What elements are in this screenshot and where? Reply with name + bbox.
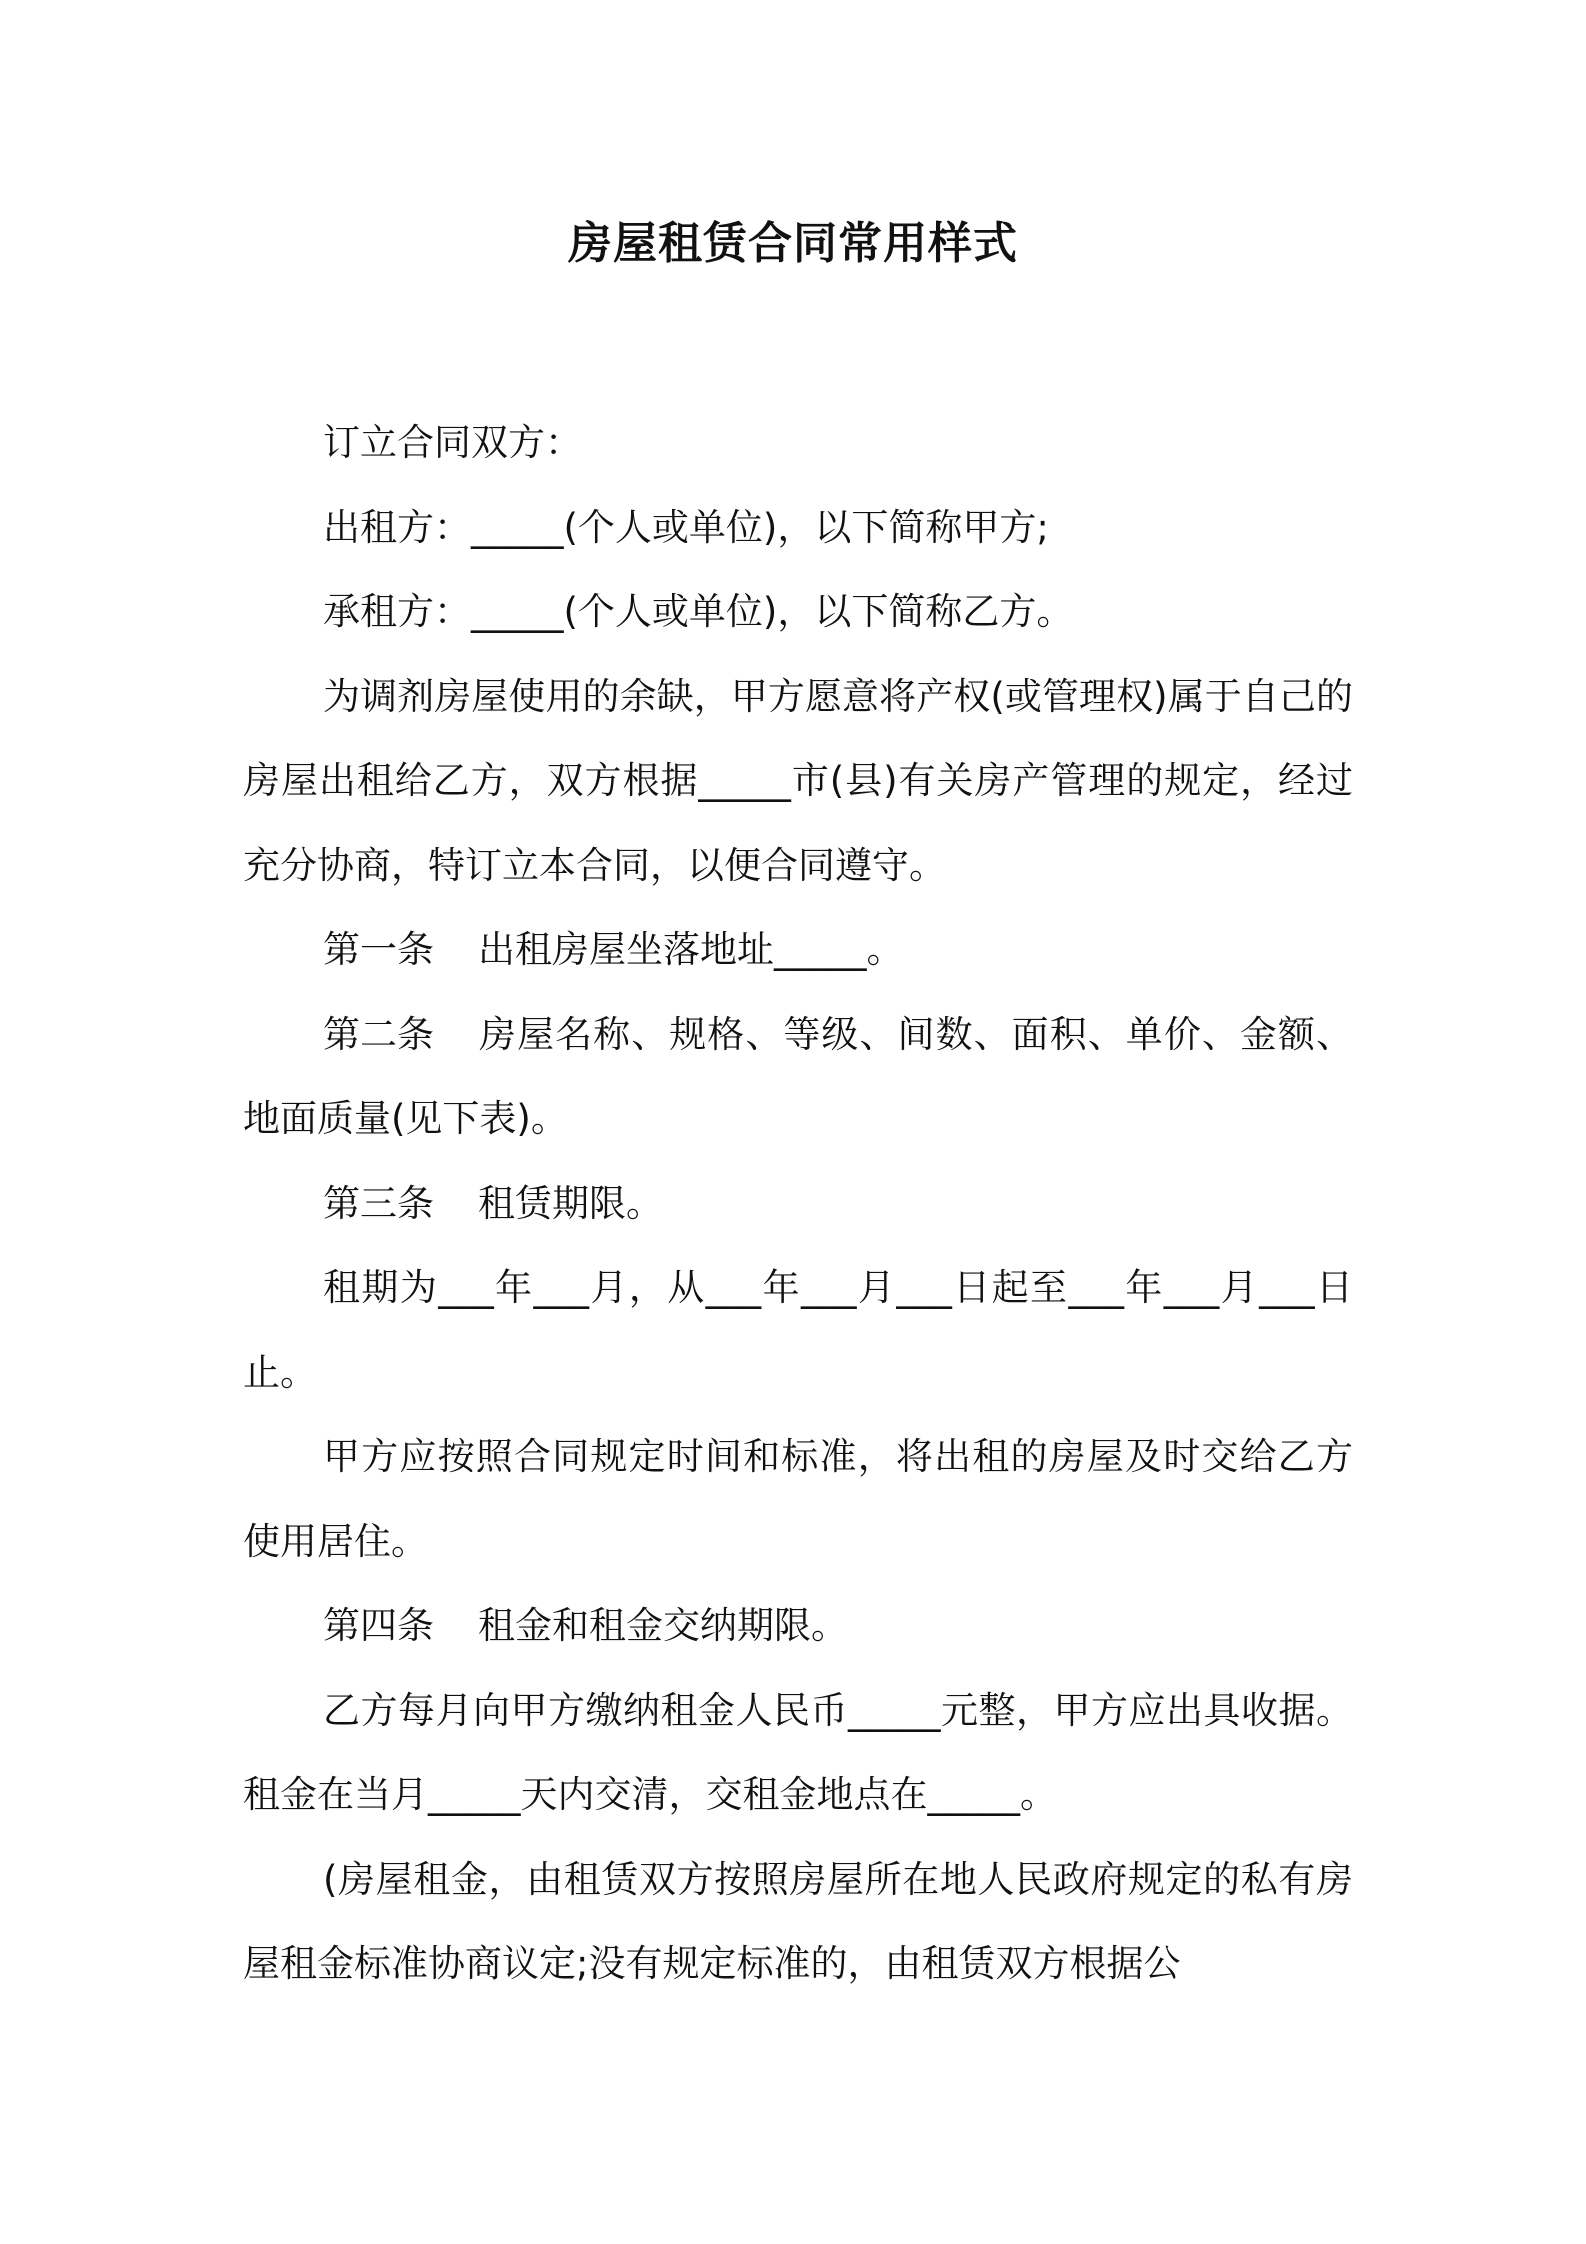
article-3-label: 第三条 <box>323 1181 434 1225</box>
lessee-line: 承租方：_____(个人或单位)，以下简称乙方。 <box>323 590 1074 633</box>
article-1-label: 第一条 <box>323 928 434 971</box>
lessor-line: 出租方：_____(个人或单位)，以下简称甲方; <box>323 505 1049 549</box>
document-title: 房屋租赁合同常用样式 <box>568 218 1018 269</box>
article-1-text: 出租房屋坐落地址_____。 <box>478 928 904 971</box>
article-1 <box>243 908 1353 993</box>
handover-paragraph: 甲方应按照合同规定时间和标准，将出租的房屋及时交给乙方使用居住。 <box>243 1435 1353 1563</box>
parties-heading: 订立合同双方： <box>323 421 582 464</box>
article-3 <box>243 1162 1353 1247</box>
rent-standard-paragraph: (房屋租金，由租赁双方按照房屋所在地人民政府规定的私有房屋租金标准协商议定;没有规定标准的，由租赁双方根据公 <box>243 1857 1353 1985</box>
article-4-label: 第四条 <box>323 1604 434 1647</box>
article-2-label: 第二条 <box>323 1012 434 1056</box>
document-body <box>243 401 1353 2007</box>
preamble-paragraph: 为调剂房屋使用的余缺，甲方愿意将产权(或管理权)属于自己的房屋出租给乙方，双方根据_____市(县)有关房产管理的规定，经过充分协商，特订立本合同，以便合同遵守。 <box>243 674 1353 887</box>
article-2 <box>243 993 1353 1162</box>
article-2-text: 房屋名称、规格、等级、间数、面积、单价、金额、地面质量(见下表)。 <box>243 1012 1353 1140</box>
article-3-text: 租赁期限。 <box>478 1181 663 1225</box>
article-4-text: 租金和租金交纳期限。 <box>478 1604 848 1647</box>
article-4 <box>243 1584 1353 1669</box>
lease-term-paragraph: 租期为___年___月，从___年___月___日起至___年___月___日止。 <box>243 1266 1353 1394</box>
rent-payment-paragraph: 乙方每月向甲方缴纳租金人民币_____元整，甲方应出具收据。租金在当月_____天内交清，交租金地点在_____。 <box>243 1688 1353 1816</box>
